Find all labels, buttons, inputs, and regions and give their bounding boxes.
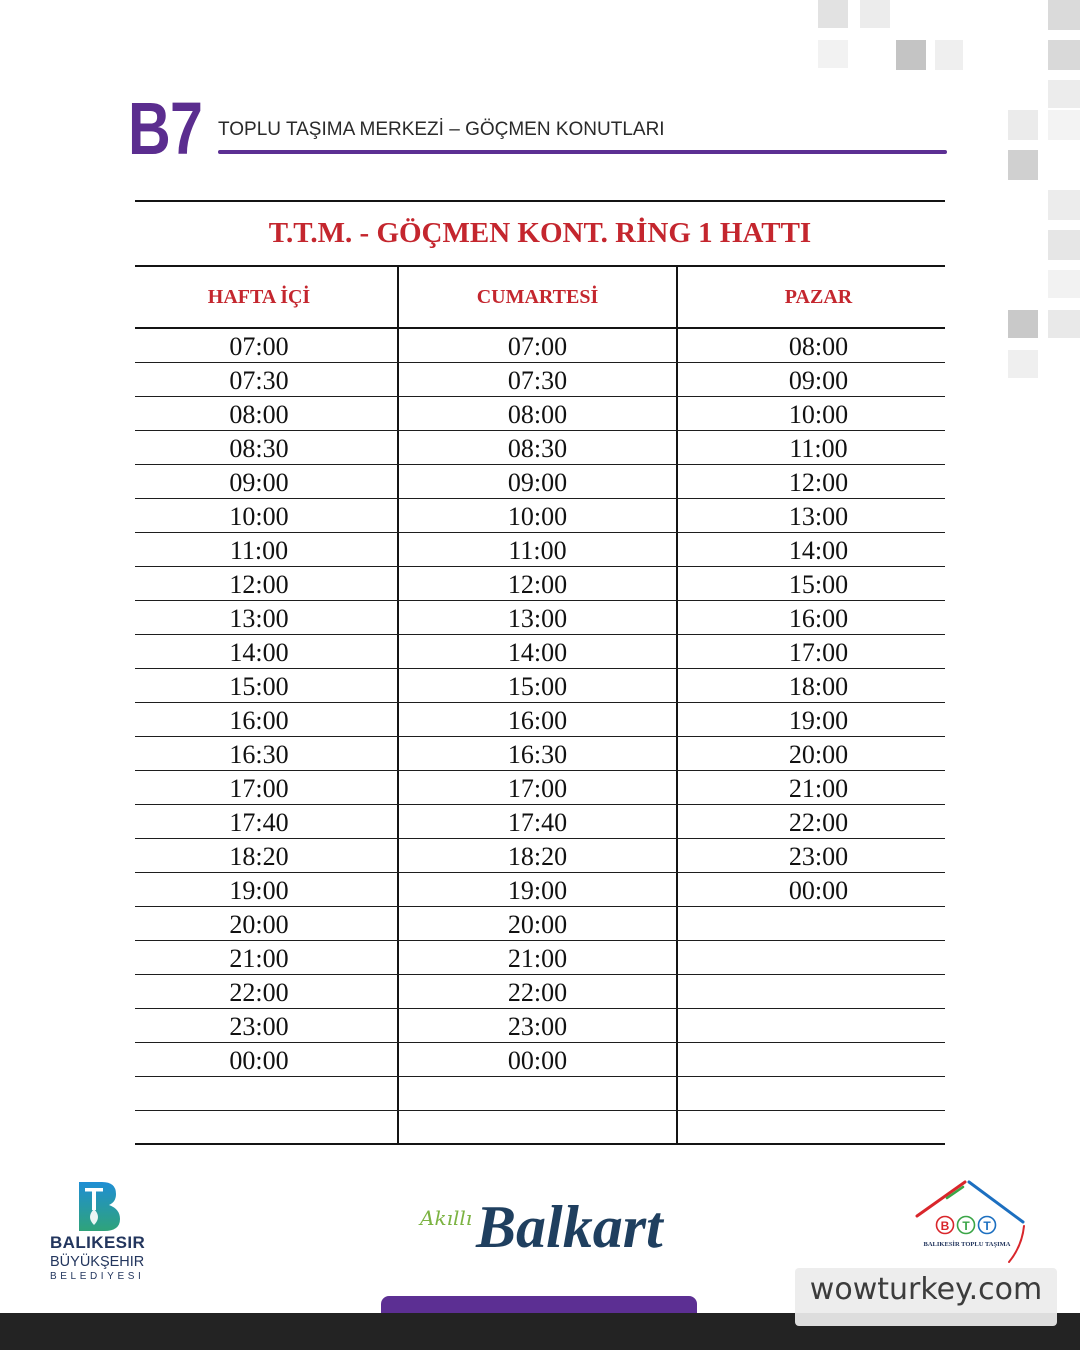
timetable-row xyxy=(135,329,945,363)
departure-time-saturday: 18:20 xyxy=(399,839,678,872)
timetable-row xyxy=(135,907,945,941)
timetable-row xyxy=(135,431,945,465)
municipality-name-line3: BELEDIYESI xyxy=(50,1271,145,1282)
departure-time-saturday: 12:00 xyxy=(399,567,678,600)
departure-time-saturday: 19:00 xyxy=(399,873,678,906)
decor-square xyxy=(896,40,926,70)
decor-square xyxy=(1008,350,1038,378)
departure-time-weekday: 13:00 xyxy=(135,601,399,634)
timetable-header-row xyxy=(135,267,945,329)
column-header-weekday: HAFTA İÇİ xyxy=(135,267,399,327)
departure-time-weekday: 08:00 xyxy=(135,397,399,430)
departure-time-weekday: 16:30 xyxy=(135,737,399,770)
timetable-body xyxy=(135,329,945,1145)
departure-time-sunday: 23:00 xyxy=(788,842,849,871)
departure-time-sunday xyxy=(678,1077,945,1110)
timetable-row xyxy=(135,499,945,533)
decor-square xyxy=(935,40,963,70)
departure-time-sunday: 08:00 xyxy=(788,332,849,361)
timetable-row xyxy=(135,635,945,669)
departure-time-sunday xyxy=(678,1111,945,1143)
municipality-b-icon xyxy=(76,1180,122,1232)
departure-time-sunday: 00:00 xyxy=(788,876,849,905)
column-header-sunday: PAZAR xyxy=(784,285,853,308)
departure-time-weekday: 00:00 xyxy=(135,1043,399,1076)
departure-time-saturday: 08:30 xyxy=(399,431,678,464)
decor-square xyxy=(1048,80,1080,108)
municipality-name-line1: BALIKESIR xyxy=(50,1233,146,1252)
departure-time-sunday: 15:00 xyxy=(788,570,849,599)
departure-time-sunday: 13:00 xyxy=(788,502,849,531)
timetable-title: T.T.M. - GÖÇMEN KONT. RİNG 1 HATTI xyxy=(135,200,945,267)
departure-time-weekday: 17:40 xyxy=(135,805,399,838)
decor-square xyxy=(1048,270,1080,298)
departure-time-saturday: 17:00 xyxy=(399,771,678,804)
departure-time-weekday: 10:00 xyxy=(135,499,399,532)
departure-time-sunday xyxy=(678,1009,945,1042)
departure-time-saturday: 09:00 xyxy=(399,465,678,498)
departure-time-saturday: 17:40 xyxy=(399,805,678,838)
timetable-row xyxy=(135,873,945,907)
btt-letter-t2: T xyxy=(983,1219,991,1233)
decor-square xyxy=(1048,40,1080,70)
departure-time-saturday: 07:00 xyxy=(399,329,678,362)
departure-time-sunday: 14:00 xyxy=(788,536,849,565)
departure-time-sunday: 09:00 xyxy=(788,366,849,395)
departure-time-sunday: 11:00 xyxy=(789,434,848,463)
transit-logo xyxy=(905,1176,1035,1271)
decor-square xyxy=(1008,150,1038,180)
departure-time-saturday: 21:00 xyxy=(399,941,678,974)
timetable-row xyxy=(135,669,945,703)
municipality-name-line2: BÜYÜKŞEHIR xyxy=(50,1254,145,1270)
departure-time-saturday: 10:00 xyxy=(399,499,678,532)
column-header-saturday: CUMARTESİ xyxy=(399,267,678,327)
departure-time-sunday xyxy=(678,907,945,940)
departure-time-saturday: 16:30 xyxy=(399,737,678,770)
departure-time-weekday: 12:00 xyxy=(135,567,399,600)
timetable-row xyxy=(135,363,945,397)
departure-time-sunday: 21:00 xyxy=(788,774,849,803)
decor-square xyxy=(1048,230,1080,260)
departure-time-sunday xyxy=(678,975,945,1008)
departure-time-saturday: 14:00 xyxy=(399,635,678,668)
departure-time-saturday: 22:00 xyxy=(399,975,678,1008)
departure-time-sunday: 22:00 xyxy=(788,808,849,837)
departure-time-weekday xyxy=(135,1111,399,1143)
timetable-row xyxy=(135,703,945,737)
departure-time-sunday xyxy=(678,1043,945,1076)
watermark: wowturkey.com xyxy=(795,1268,1057,1326)
departure-time-weekday: 16:00 xyxy=(135,703,399,736)
roof-left-red xyxy=(917,1182,965,1216)
departure-time-weekday: 08:30 xyxy=(135,431,399,464)
timetable-row xyxy=(135,1009,945,1043)
departure-time-weekday: 07:30 xyxy=(135,363,399,396)
departure-time-weekday: 20:00 xyxy=(135,907,399,940)
departure-time-weekday: 17:00 xyxy=(135,771,399,804)
decor-square xyxy=(860,0,890,28)
municipality-logo xyxy=(76,1180,122,1237)
departure-time-sunday: 10:00 xyxy=(788,400,849,429)
departure-time-sunday: 18:00 xyxy=(788,672,849,701)
departure-time-sunday: 20:00 xyxy=(788,740,849,769)
card-logo-name: Balkart xyxy=(476,1194,663,1260)
timetable-row xyxy=(135,1111,945,1145)
decor-square xyxy=(1048,110,1080,140)
departure-time-saturday: 16:00 xyxy=(399,703,678,736)
departure-time-saturday xyxy=(399,1111,678,1143)
transit-logo-icon xyxy=(905,1176,1035,1266)
timetable-row xyxy=(135,737,945,771)
departure-time-weekday: 07:00 xyxy=(135,329,399,362)
departure-time-saturday: 00:00 xyxy=(399,1043,678,1076)
roof-right-blue xyxy=(969,1182,1023,1222)
departure-time-sunday: 16:00 xyxy=(788,604,849,633)
departure-time-saturday: 07:30 xyxy=(399,363,678,396)
departure-time-saturday: 20:00 xyxy=(399,907,678,940)
header-divider xyxy=(218,150,947,154)
departure-time-saturday: 15:00 xyxy=(399,669,678,702)
bottom-purple-tab xyxy=(381,1296,697,1313)
departure-time-weekday: 19:00 xyxy=(135,873,399,906)
departure-time-saturday xyxy=(399,1077,678,1110)
departure-time-sunday: 19:00 xyxy=(788,706,849,735)
timetable-row xyxy=(135,975,945,1009)
departure-time-weekday: 22:00 xyxy=(135,975,399,1008)
timetable-row xyxy=(135,771,945,805)
departure-time-sunday xyxy=(678,941,945,974)
decor-square xyxy=(1048,0,1080,30)
decor-square xyxy=(818,40,848,68)
departure-time-weekday: 14:00 xyxy=(135,635,399,668)
departure-time-weekday: 23:00 xyxy=(135,1009,399,1042)
departure-time-weekday: 18:20 xyxy=(135,839,399,872)
timetable-row xyxy=(135,465,945,499)
btt-letter-b: B xyxy=(940,1219,950,1233)
departure-time-sunday: 12:00 xyxy=(788,468,849,497)
timetable-row xyxy=(135,1043,945,1077)
route-code: B7 xyxy=(128,87,203,170)
departure-time-weekday: 11:00 xyxy=(135,533,399,566)
departure-time-saturday: 11:00 xyxy=(399,533,678,566)
decor-square xyxy=(1008,110,1038,140)
timetable xyxy=(135,200,945,1145)
btt-caption: BALIKESİR TOPLU TAŞIMA xyxy=(923,1241,1011,1248)
departure-time-weekday: 15:00 xyxy=(135,669,399,702)
departure-time-sunday: 17:00 xyxy=(788,638,849,667)
route-name: TOPLU TAŞIMA MERKEZİ – GÖÇMEN KONUTLARI xyxy=(218,119,665,140)
timetable-row xyxy=(135,533,945,567)
departure-time-weekday: 09:00 xyxy=(135,465,399,498)
departure-time-saturday: 13:00 xyxy=(399,601,678,634)
departure-time-saturday: 23:00 xyxy=(399,1009,678,1042)
departure-time-weekday: 21:00 xyxy=(135,941,399,974)
timetable-row xyxy=(135,941,945,975)
card-logo-prefix: Akıllı xyxy=(420,1206,473,1230)
btt-letter-t1: T xyxy=(962,1219,970,1233)
timetable-row xyxy=(135,397,945,431)
logo-t-stem xyxy=(92,1188,96,1210)
departure-time-saturday: 08:00 xyxy=(399,397,678,430)
decor-square xyxy=(1048,310,1080,338)
timetable-row xyxy=(135,839,945,873)
departure-time-weekday xyxy=(135,1077,399,1110)
decor-square xyxy=(818,0,848,28)
timetable-row xyxy=(135,601,945,635)
timetable-row xyxy=(135,805,945,839)
timetable-row xyxy=(135,567,945,601)
decor-square xyxy=(1008,310,1038,338)
roof-swoosh-red xyxy=(1009,1226,1024,1262)
decor-square xyxy=(1048,190,1080,220)
timetable-row xyxy=(135,1077,945,1111)
